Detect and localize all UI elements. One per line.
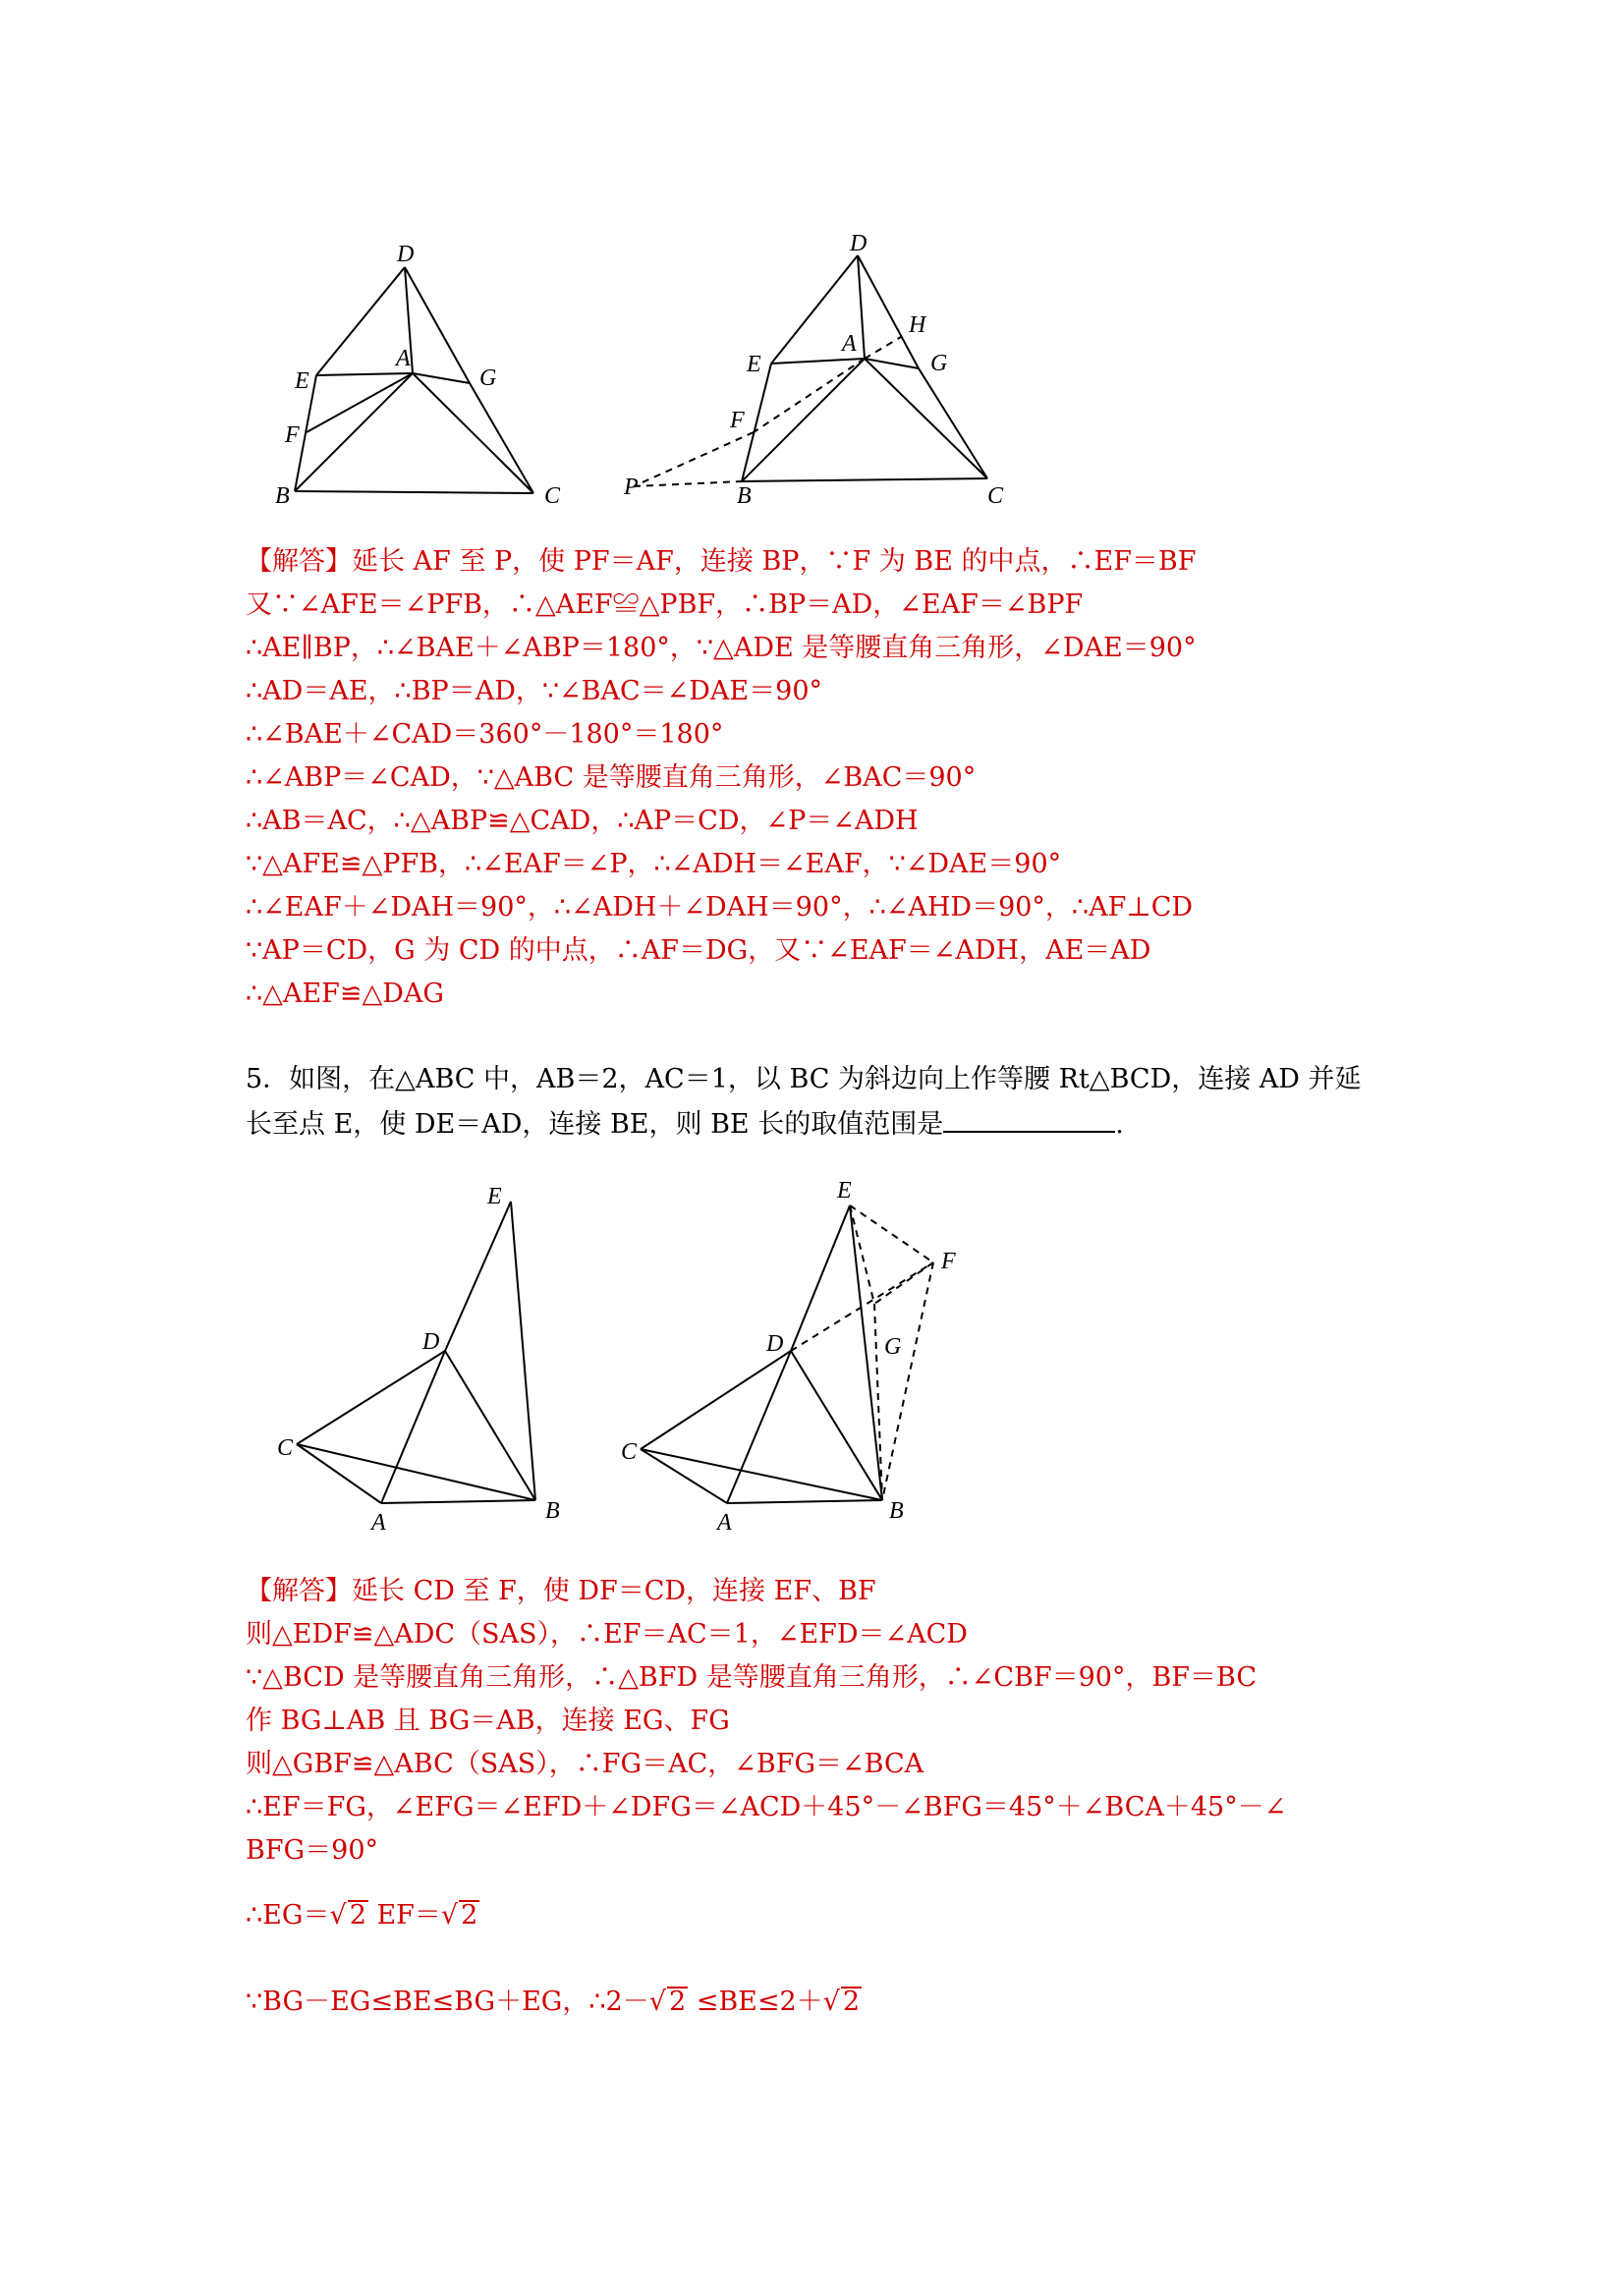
figure-1-svg <box>265 236 589 511</box>
label-P: P <box>624 475 639 500</box>
answer-text: 延长 AF 至 P，使 PF＝AF，连接 BP，∵F 为 BE 的中点，∴EF＝BF <box>352 546 1197 577</box>
label-H: H <box>909 312 926 338</box>
answer-tag: 【解答】 <box>246 546 352 577</box>
label-F: F <box>730 408 745 433</box>
answer2-eg-line <box>246 1894 1425 1937</box>
question5-period: . <box>1115 1109 1124 1140</box>
answer1-line-5: ∴∠BAE＋∠CAD＝360°－180°＝180° <box>246 719 724 750</box>
answer-tag: 【解答】 <box>246 1576 352 1606</box>
answer1-line-6: ∴∠ABP＝∠CAD，∵△ABC 是等腰直角三角形，∠BAC＝90° <box>246 762 977 793</box>
label-C: C <box>987 483 1004 509</box>
label-D: D <box>766 1331 784 1357</box>
answer1-line-8: ∵△AFE≌△PFB，∴∠EAF＝∠P，∴∠ADH＝∠EAF，∵∠DAE＝90° <box>246 849 1062 879</box>
sqrt-symbol: √ <box>648 1987 666 2017</box>
answer2-line-7: BFG＝90° <box>246 1835 378 1866</box>
label-E: E <box>837 1178 852 1204</box>
sqrt-radicand: 2 <box>349 1900 366 1931</box>
label-A: A <box>842 331 857 357</box>
be-prefix: ∵BG－EG≤BE≤BG＋EG，∴2－ <box>246 1987 649 2017</box>
answer2-line-5: 则△GBF≌△ABC（SAS），∴FG＝AC，∠BFG＝∠BCA <box>246 1749 924 1779</box>
label-G: G <box>479 365 497 391</box>
answer2-line-1 <box>246 1570 1425 1613</box>
label-A: A <box>371 1510 386 1536</box>
figure-2 <box>614 221 1027 516</box>
label-B: B <box>737 483 752 509</box>
sqrt-radicand: 2 <box>842 1987 861 2017</box>
answer2-line-3: ∵△BCD 是等腰直角三角形，∴△BFD 是等腰直角三角形，∴∠CBF＝90°，BF＝BC <box>246 1662 1258 1693</box>
question5-line-2 <box>246 1101 1425 1145</box>
sqrt-symbol: √ <box>329 1900 347 1931</box>
sqrt-radicand: 2 <box>461 1900 478 1931</box>
question5-line-1: 5．如图，在△ABC 中，AB＝2，AC＝1，以 BC 为斜边向上作等腰 Rt△BCD，连接 AD 并延 <box>246 1064 1362 1094</box>
eg-prefix: ∴EG＝ <box>246 1900 330 1931</box>
label-D: D <box>422 1329 440 1355</box>
answer1-line-2: 又∵∠AFE＝∠PFB，∴△AEF≌△PBF，∴BP＝AD，∠EAF＝∠BPF <box>246 589 1084 620</box>
figure-3 <box>265 1174 580 1538</box>
label-G: G <box>930 351 948 376</box>
figure-2-svg <box>614 221 1027 516</box>
label-A: A <box>396 346 411 371</box>
answer2-be-line <box>246 1981 1425 2024</box>
label-C: C <box>277 1435 294 1461</box>
label-D: D <box>397 242 415 267</box>
figure-4 <box>609 1174 982 1538</box>
answer1-line-7: ∴AB＝AC，∴△ABP≌△CAD，∴AP＝CD，∠P＝∠ADH <box>246 806 919 836</box>
sqrt-symbol: √ <box>822 1987 840 2017</box>
answer2-line-4: 作 BG⊥AB 且 BG＝AB，连接 EG、FG <box>246 1706 730 1736</box>
answer1-line-9: ∴∠EAF＋∠DAH＝90°，∴∠ADH＋∠DAH＝90°，∴∠AHD＝90°，∴AF⊥CD <box>246 892 1194 923</box>
sqrt-symbol: √ <box>440 1900 459 1931</box>
label-E: E <box>487 1184 502 1209</box>
answer1-line-11: ∴△AEF≌△DAG <box>246 979 444 1009</box>
label-D: D <box>850 231 867 256</box>
answer1-line-1 <box>246 540 1425 584</box>
eg-mid: EF＝ <box>367 1900 441 1931</box>
label-C: C <box>621 1439 638 1465</box>
label-G: G <box>884 1334 902 1360</box>
answer1-line-4: ∴AD＝AE，∴BP＝AD，∵∠BAC＝∠DAE＝90° <box>246 676 822 706</box>
label-B: B <box>889 1498 904 1524</box>
answer2-line-2: 则△EDF≌△ADC（SAS），∴EF＝AC＝1，∠EFD＝∠ACD <box>246 1619 968 1650</box>
label-E: E <box>295 368 309 394</box>
answer-text: 延长 CD 至 F，使 DF＝CD，连接 EF、BF <box>352 1576 876 1606</box>
label-F: F <box>285 422 300 448</box>
answer1-line-3: ∴AE∥BP，∴∠BAE＋∠ABP＝180°，∵△ADE 是等腰直角三角形，∠DAE＝90° <box>246 633 1197 663</box>
answer-blank <box>943 1101 1115 1133</box>
be-mid: ≤BE≤2＋ <box>688 1987 823 2017</box>
answer1-line-10: ∵AP＝CD，G 为 CD 的中点，∴AF＝DG，又∵∠EAF＝∠ADH，AE＝AD <box>246 935 1151 966</box>
figure-4-svg <box>609 1174 982 1538</box>
label-F: F <box>941 1249 956 1274</box>
label-E: E <box>747 352 761 377</box>
sqrt-radicand: 2 <box>668 1987 687 2017</box>
figure-1 <box>265 236 589 511</box>
answer2-line-6: ∴EF＝FG，∠EFG＝∠EFD＋∠DFG＝∠ACD＋45°－∠BFG＝45°＋∠BCA＋45°－∠ <box>246 1792 1287 1822</box>
label-A: A <box>717 1510 732 1536</box>
label-C: C <box>544 483 561 509</box>
question5-text: 长至点 E，使 DE＝AD，连接 BE，则 BE 长的取值范围是 <box>246 1109 944 1140</box>
figure-3-svg <box>265 1174 580 1538</box>
label-B: B <box>275 483 290 509</box>
label-B: B <box>545 1498 560 1524</box>
